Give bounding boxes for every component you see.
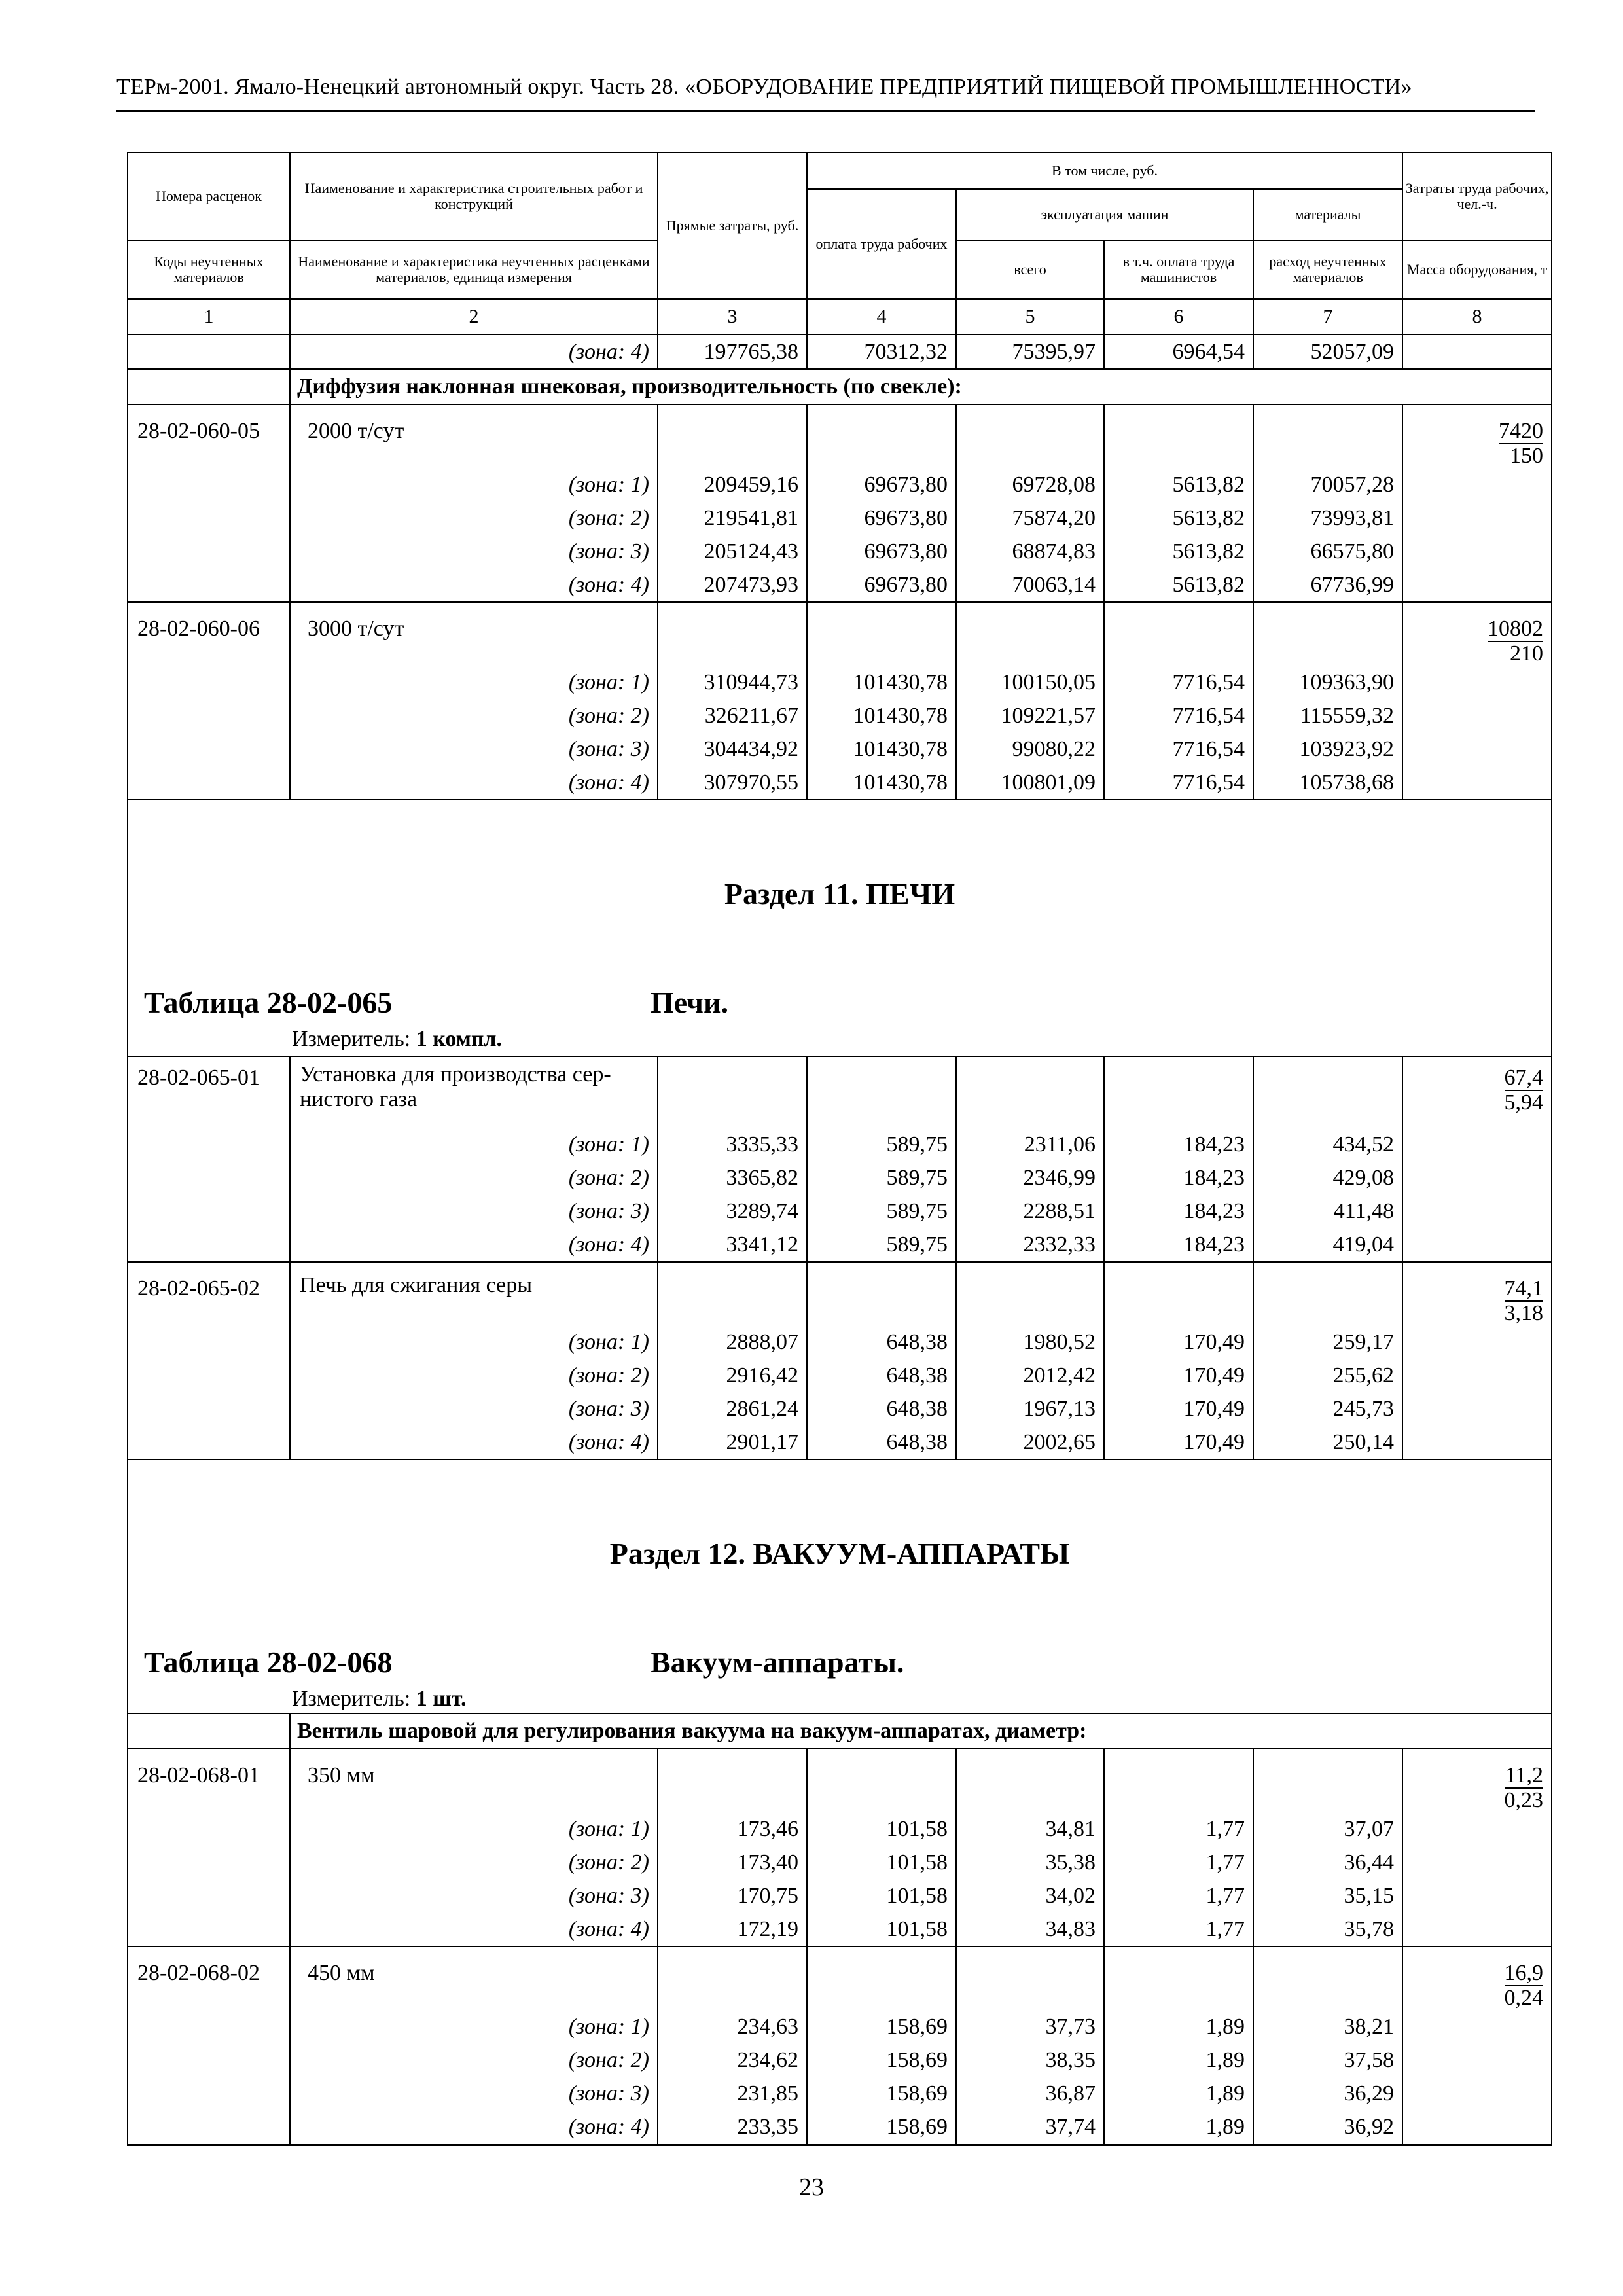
value-cell: 37,07	[1253, 1812, 1402, 1846]
value-cell: 115559,32	[1253, 699, 1402, 732]
zone-label: (зона: 4)	[290, 1228, 658, 1262]
value-cell: 35,38	[956, 1846, 1104, 1879]
column-numbers-row	[128, 299, 1552, 334]
value-cell: 2002,65	[956, 1426, 1104, 1460]
value-cell: 109363,90	[1253, 666, 1402, 699]
column-number: 7	[1253, 299, 1402, 334]
value-cell: 2346,99	[956, 1161, 1104, 1194]
value-cell: 101430,78	[807, 666, 956, 699]
value-cell: 1980,52	[956, 1325, 1104, 1359]
unit-label: Измеритель:	[292, 1687, 411, 1711]
zone-label: (зона: 2)	[290, 699, 658, 732]
value-cell: 233,35	[658, 2110, 807, 2145]
zone-label: (зона: 3)	[290, 1392, 658, 1426]
zone-label: (зона: 3)	[290, 2077, 658, 2110]
value-cell: 101,58	[807, 1879, 956, 1912]
zone-row	[128, 766, 1552, 800]
value-cell: 419,04	[1253, 1228, 1402, 1262]
equipment-mass: 210	[1510, 641, 1544, 666]
value-cell: 2288,51	[956, 1194, 1104, 1228]
value-cell: 2888,07	[658, 1325, 807, 1359]
value-cell: 35,78	[1253, 1912, 1402, 1946]
value-cell: 205124,43	[658, 535, 807, 568]
value-cell: 36,92	[1253, 2110, 1402, 2145]
value-cell: 1,89	[1104, 2010, 1253, 2043]
value-cell: 101,58	[807, 1812, 956, 1846]
value-cell: 648,38	[807, 1325, 956, 1359]
value-cell: 184,23	[1104, 1161, 1253, 1194]
value-cell: 38,21	[1253, 2010, 1402, 2043]
value-cell: 170,49	[1104, 1392, 1253, 1426]
zone-row	[128, 2043, 1552, 2077]
zone-label: (зона: 4)	[290, 2110, 658, 2145]
value-cell: 648,38	[807, 1426, 956, 1460]
value-cell: 2332,33	[956, 1228, 1104, 1262]
equipment-mass: 3,18	[1504, 1301, 1544, 1325]
equipment-mass: 5,94	[1504, 1090, 1544, 1115]
zone-row	[128, 1846, 1552, 1879]
value-cell: 70063,14	[956, 568, 1104, 602]
zone-label: (зона: 4)	[290, 334, 658, 369]
running-header: ТЕРм-2001. Ямало-Ненецкий автономный округ. Часть 28. «ОБОРУДОВАНИЕ ПРЕДПРИЯТИЙ ПИЩЕВОЙ ПРОМЫШЛЕННОСТИ»	[116, 75, 1412, 99]
value-cell: 158,69	[807, 2010, 956, 2043]
price-table	[127, 152, 1552, 2146]
zone-row	[128, 666, 1552, 699]
value-cell: 69673,80	[807, 468, 956, 501]
value-cell: 7716,54	[1104, 732, 1253, 766]
value-cell: 589,75	[807, 1128, 956, 1161]
col3-header: Прямые затраты, руб.	[658, 152, 807, 299]
value-cell: 310944,73	[658, 666, 807, 699]
value-cell: 234,62	[658, 2043, 807, 2077]
value-cell: 170,49	[1104, 1426, 1253, 1460]
value-cell: 207473,93	[658, 568, 807, 602]
group-heading-row	[128, 1713, 1552, 1749]
value-cell: 231,85	[658, 2077, 807, 2110]
value-cell: 304434,92	[658, 732, 807, 766]
value-cell: 1,77	[1104, 1912, 1253, 1946]
value-cell: 101430,78	[807, 699, 956, 732]
value-cell: 7716,54	[1104, 699, 1253, 732]
value-cell: 73993,81	[1253, 501, 1402, 535]
value-cell: 184,23	[1104, 1194, 1253, 1228]
zone-label: (зона: 4)	[290, 766, 658, 800]
value-cell: 648,38	[807, 1359, 956, 1392]
value-cell: 1,77	[1104, 1879, 1253, 1912]
value-cell: 434,52	[1253, 1128, 1402, 1161]
header-row-1	[128, 152, 1552, 189]
page-number: 23	[799, 2174, 824, 2201]
zone-label: (зона: 2)	[290, 1846, 658, 1879]
value-cell: 6964,54	[1104, 334, 1253, 369]
value-cell: 5613,82	[1104, 468, 1253, 501]
zone-label: (зона: 2)	[290, 2043, 658, 2077]
value-cell: 245,73	[1253, 1392, 1402, 1426]
value-cell: 234,63	[658, 2010, 807, 2043]
value-cell: 5613,82	[1104, 535, 1253, 568]
column-number: 5	[956, 299, 1104, 334]
value-cell: 69673,80	[807, 501, 956, 535]
value-cell: 103923,92	[1253, 732, 1402, 766]
zone-row	[128, 732, 1552, 766]
zone-label: (зона: 3)	[290, 732, 658, 766]
value-cell: 67736,99	[1253, 568, 1402, 602]
labor-costs: 16,9	[1504, 1961, 1544, 1985]
value-cell: 2901,17	[658, 1426, 807, 1460]
labor-mass-fraction	[1402, 1946, 1552, 2010]
value-cell: 255,62	[1253, 1359, 1402, 1392]
rate-name: 3000 т/сут	[290, 602, 658, 666]
value-cell: 36,29	[1253, 2077, 1402, 2110]
equipment-mass: 0,23	[1504, 1788, 1544, 1812]
value-cell: 1,77	[1104, 1812, 1253, 1846]
zone-row	[128, 1194, 1552, 1228]
labor-costs: 67,4	[1504, 1066, 1544, 1090]
value-cell: 2311,06	[956, 1128, 1104, 1161]
unit-line	[292, 1687, 467, 1712]
value-cell: 34,83	[956, 1912, 1104, 1946]
value-cell: 101,58	[807, 1912, 956, 1946]
zone-label: (зона: 2)	[290, 1161, 658, 1194]
zone-row	[128, 468, 1552, 501]
group-heading: Вентиль шаровой для регулирования вакуума на вакуум-аппаратах, диаметр:	[290, 1713, 1552, 1749]
value-cell: 34,02	[956, 1879, 1104, 1912]
carry-over-row	[128, 334, 1552, 369]
equipment-mass: 0,24	[1504, 1986, 1544, 2010]
labor-mass-fraction	[1402, 1262, 1552, 1325]
section-11-header	[128, 800, 1552, 1056]
rate-code: 28-02-068-01	[128, 1749, 290, 1812]
column-number: 2	[290, 299, 658, 334]
zone-label: (зона: 3)	[290, 1879, 658, 1912]
value-cell: 307970,55	[658, 766, 807, 800]
zone-row	[128, 1161, 1552, 1194]
value-cell: 170,49	[1104, 1359, 1253, 1392]
value-cell: 36,87	[956, 2077, 1104, 2110]
rate-name: 350 мм	[290, 1749, 658, 1812]
zone-label: (зона: 3)	[290, 535, 658, 568]
value-cell: 37,73	[956, 2010, 1104, 2043]
value-cell: 7716,54	[1104, 766, 1253, 800]
labor-costs: 11,2	[1505, 1763, 1544, 1787]
labor-mass-fraction	[1402, 1056, 1552, 1128]
group-heading-row	[128, 369, 1552, 404]
col8-subheader: Масса оборудования, т	[1402, 240, 1552, 299]
value-cell: 1967,13	[956, 1392, 1104, 1426]
zone-row	[128, 1128, 1552, 1161]
zone-label: (зона: 1)	[290, 1128, 658, 1161]
value-cell: 158,69	[807, 2077, 956, 2110]
value-cell: 52057,09	[1253, 334, 1402, 369]
zone-row	[128, 2110, 1552, 2145]
value-cell: 170,49	[1104, 1325, 1253, 1359]
value-cell: 173,46	[658, 1812, 807, 1846]
labor-mass-fraction	[1402, 1749, 1552, 1812]
value-cell: 3365,82	[658, 1161, 807, 1194]
col4-header: оплата труда рабочих	[807, 189, 956, 299]
zone-label: (зона: 1)	[290, 1812, 658, 1846]
column-number: 1	[128, 299, 290, 334]
zone-label: (зона: 1)	[290, 1325, 658, 1359]
zone-row	[128, 1392, 1552, 1426]
value-cell: 109221,57	[956, 699, 1104, 732]
zone-row	[128, 501, 1552, 535]
value-cell: 1,89	[1104, 2043, 1253, 2077]
zone-label: (зона: 1)	[290, 666, 658, 699]
value-cell: 250,14	[1253, 1426, 1402, 1460]
value-cell: 219541,81	[658, 501, 807, 535]
value-cell: 158,69	[807, 2043, 956, 2077]
labor-costs: 7420	[1499, 419, 1544, 443]
value-cell: 1,89	[1104, 2077, 1253, 2110]
col1-header: Номера расценок	[128, 152, 290, 240]
rate-row	[128, 1056, 1552, 1128]
value-cell: 5613,82	[1104, 501, 1253, 535]
value-cell: 34,81	[956, 1812, 1104, 1846]
zone-label: (зона: 1)	[290, 2010, 658, 2043]
zone-row	[128, 1228, 1552, 1262]
column-number: 8	[1402, 299, 1552, 334]
col8-header: Затраты труда рабочих, чел.-ч.	[1402, 152, 1552, 240]
section-title: Раздел 11. ПЕЧИ	[724, 877, 955, 910]
value-cell: 100801,09	[956, 766, 1104, 800]
value-cell: 7716,54	[1104, 666, 1253, 699]
labor-costs: 74,1	[1504, 1276, 1544, 1300]
col2-header: Наименование и характеристика строительных работ и конструкций	[290, 152, 658, 240]
col7-header: расход неучтенных материалов	[1253, 240, 1402, 299]
value-cell: 3335,33	[658, 1128, 807, 1161]
value-cell: 70057,28	[1253, 468, 1402, 501]
unit-label: Измеритель:	[292, 1027, 411, 1051]
zone-label: (зона: 3)	[290, 1194, 658, 1228]
value-cell: 172,19	[658, 1912, 807, 1946]
zone-row	[128, 1912, 1552, 1946]
zone-row	[128, 568, 1552, 602]
value-cell: 184,23	[1104, 1128, 1253, 1161]
zone-label: (зона: 2)	[290, 1359, 658, 1392]
value-cell: 589,75	[807, 1228, 956, 1262]
value-cell: 259,17	[1253, 1325, 1402, 1359]
value-cell: 69673,80	[807, 535, 956, 568]
rate-row	[128, 404, 1552, 468]
table-label: Таблица 28-02-065	[144, 986, 393, 1019]
value-cell: 2012,42	[956, 1359, 1104, 1392]
rate-code: 28-02-060-05	[128, 404, 290, 468]
unit-line	[292, 1027, 502, 1052]
rate-code: 28-02-065-01	[128, 1056, 290, 1128]
zone-row	[128, 1426, 1552, 1460]
value-cell: 648,38	[807, 1392, 956, 1426]
value-cell: 5613,82	[1104, 568, 1253, 602]
zone-row	[128, 1325, 1552, 1359]
labor-costs: 10802	[1488, 617, 1544, 641]
col5-header: всего	[956, 240, 1104, 299]
zone-label: (зона: 4)	[290, 568, 658, 602]
value-cell: 173,40	[658, 1846, 807, 1879]
value-cell: 3289,74	[658, 1194, 807, 1228]
value-cell: 36,44	[1253, 1846, 1402, 1879]
value-cell: 35,15	[1253, 1879, 1402, 1912]
value-cell: 37,74	[956, 2110, 1104, 2145]
column-number: 6	[1104, 299, 1253, 334]
rate-name: 450 мм	[290, 1946, 658, 2010]
rate-row	[128, 1749, 1552, 1812]
value-cell: 2861,24	[658, 1392, 807, 1426]
value-cell: 1,89	[1104, 2110, 1253, 2145]
zone-row	[128, 2077, 1552, 2110]
value-cell: 2916,42	[658, 1359, 807, 1392]
section-title: Раздел 12. ВАКУУМ-АППАРАТЫ	[609, 1537, 1070, 1570]
rate-name: Печь для сжигания серы	[290, 1262, 658, 1325]
value-cell: 75874,20	[956, 501, 1104, 535]
value-cell: 3341,12	[658, 1228, 807, 1262]
zone-label: (зона: 4)	[290, 1426, 658, 1460]
zone-row	[128, 2010, 1552, 2043]
value-cell: 589,75	[807, 1161, 956, 1194]
value-cell: 411,48	[1253, 1194, 1402, 1228]
unit-value: 1 шт.	[416, 1687, 467, 1711]
zone-row	[128, 535, 1552, 568]
col1-subheader: Коды неучтенных материалов	[128, 240, 290, 299]
incl-header: В том числе, руб.	[807, 152, 1402, 189]
labor-mass-fraction	[1402, 404, 1552, 468]
value-cell: 37,58	[1253, 2043, 1402, 2077]
machines-header: эксплуатация машин	[956, 189, 1253, 240]
section-12-header	[128, 1460, 1552, 1713]
unit-value: 1 компл.	[416, 1027, 503, 1051]
table-label: Таблица 28-02-068	[144, 1645, 393, 1679]
table-title: Вакуум-аппараты.	[651, 1645, 904, 1679]
value-cell: 75395,97	[956, 334, 1104, 369]
value-cell: 101430,78	[807, 732, 956, 766]
col2-subheader: Наименование и характеристика неучтенных расценками материалов, единица измерения	[290, 240, 658, 299]
group-heading: Диффузия наклонная шнековая, производительность (по свекле):	[290, 369, 1552, 404]
value-cell: 429,08	[1253, 1161, 1402, 1194]
value-cell: 209459,16	[658, 468, 807, 501]
rate-row	[128, 602, 1552, 666]
value-cell: 66575,80	[1253, 535, 1402, 568]
header-rule	[116, 110, 1535, 112]
column-number: 4	[807, 299, 956, 334]
zone-row	[128, 1812, 1552, 1846]
zone-row	[128, 699, 1552, 732]
value-cell: 70312,32	[807, 334, 956, 369]
table-title: Печи.	[651, 986, 728, 1019]
zone-row	[128, 1359, 1552, 1392]
labor-mass-fraction	[1402, 602, 1552, 666]
rate-row	[128, 1262, 1552, 1325]
value-cell: 69673,80	[807, 568, 956, 602]
rate-code: 28-02-068-02	[128, 1946, 290, 2010]
value-cell: 100150,05	[956, 666, 1104, 699]
value-cell: 1,77	[1104, 1846, 1253, 1879]
value-cell: 99080,22	[956, 732, 1104, 766]
value-cell: 589,75	[807, 1194, 956, 1228]
zone-label: (зона: 4)	[290, 1912, 658, 1946]
materials-header: материалы	[1253, 189, 1402, 240]
value-cell: 101,58	[807, 1846, 956, 1879]
value-cell: 184,23	[1104, 1228, 1253, 1262]
value-cell: 101430,78	[807, 766, 956, 800]
value-cell: 38,35	[956, 2043, 1104, 2077]
equipment-mass: 150	[1510, 444, 1544, 468]
value-cell: 68874,83	[956, 535, 1104, 568]
rate-name: 2000 т/сут	[290, 404, 658, 468]
col6-header: в т.ч. оплата труда машинистов	[1104, 240, 1253, 299]
value-cell: 105738,68	[1253, 766, 1402, 800]
rate-code: 28-02-065-02	[128, 1262, 290, 1325]
value-cell: 197765,38	[658, 334, 807, 369]
value-cell: 326211,67	[658, 699, 807, 732]
value-cell: 158,69	[807, 2110, 956, 2145]
rate-code: 28-02-060-06	[128, 602, 290, 666]
zone-label: (зона: 1)	[290, 468, 658, 501]
value-cell: 69728,08	[956, 468, 1104, 501]
value-cell: 170,75	[658, 1879, 807, 1912]
column-number: 3	[658, 299, 807, 334]
zone-label: (зона: 2)	[290, 501, 658, 535]
zone-row	[128, 1879, 1552, 1912]
rate-name: Установка для производства сер-нистого газа	[290, 1056, 658, 1128]
rate-row	[128, 1946, 1552, 2010]
